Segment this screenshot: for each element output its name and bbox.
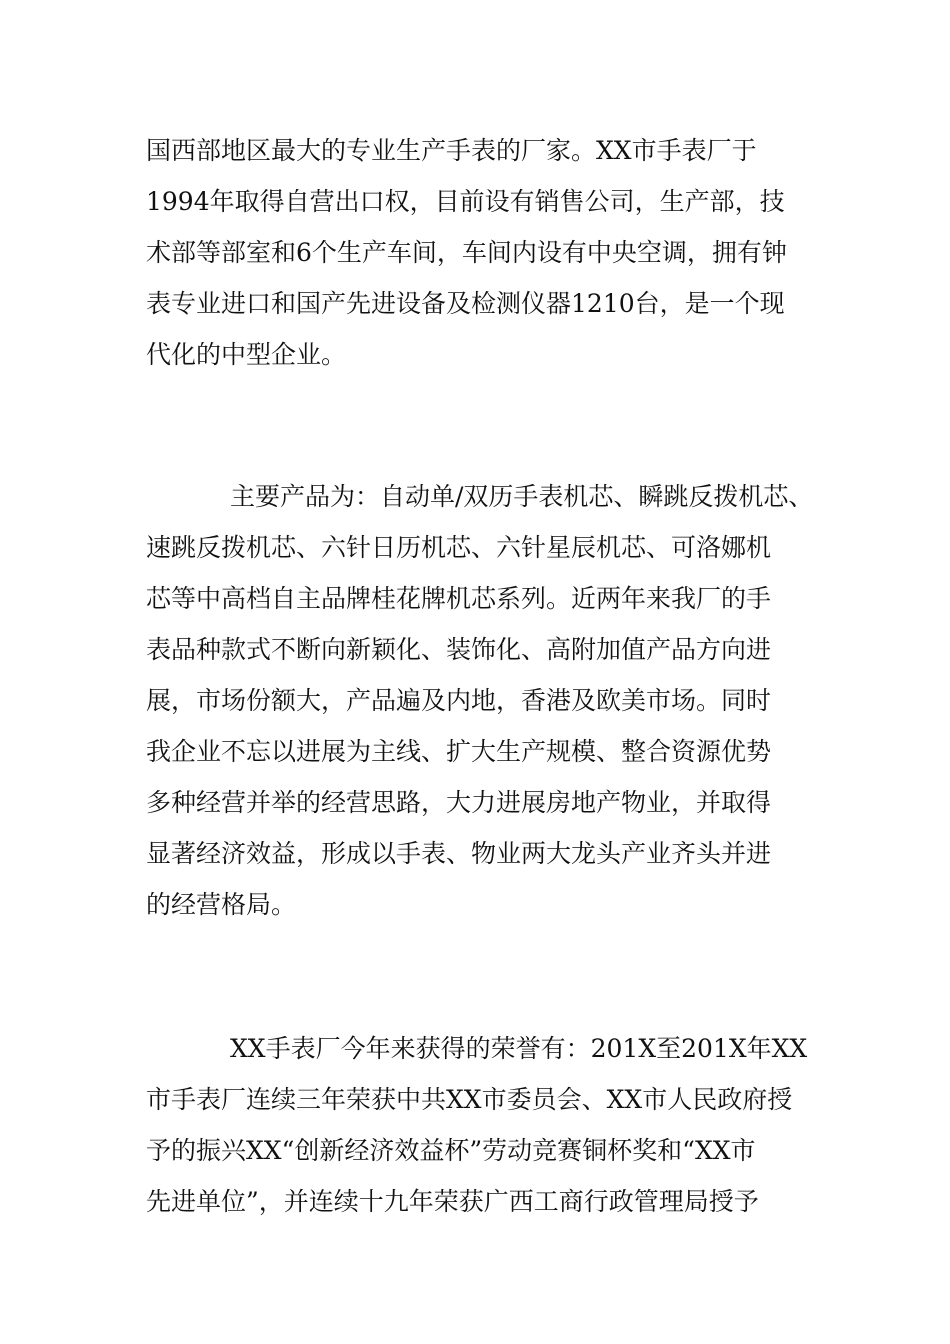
text-line: 表品种款式不断向新颖化、装饰化、高附加值产品方向进 (146, 635, 772, 664)
paragraph-company-intro (146, 125, 787, 380)
text-line: 展，市场份额大，产品遍及内地，香港及欧美市场。同时 (146, 686, 772, 715)
text-line: 先进单位”，并连续十九年荣获广西工商行政管理局授予 (146, 1187, 759, 1216)
text-line: 速跳反拨机芯、六针日历机芯、六针星辰机芯、可洛娜机 (146, 533, 772, 562)
paragraph-honors (146, 1023, 807, 1227)
text-line: 显著经济效益，形成以手表、物业两大龙头产业齐头并进 (146, 839, 772, 868)
text-line: 的经营格局。 (146, 890, 297, 919)
text-line: 术部等部室和6个生产车间，车间内设有中央空调，拥有钟 (146, 238, 787, 267)
text-line: 代化的中型企业。 (146, 340, 347, 369)
text-line: 表专业进口和国产先进设备及检测仪器1210台，是一个现 (146, 289, 785, 318)
text-line: 国西部地区最大的专业生产手表的厂家。XX市手表厂于 (146, 136, 757, 165)
text-line: 予的振兴XX“创新经济效益杯”劳动竞赛铜杯奖和“XX市 (146, 1136, 756, 1165)
text-line: 我企业不忘以进展为主线、扩大生产规模、整合资源优势 (146, 737, 772, 766)
text-line: 芯等中高档自主品牌桂花牌机芯系列。近两年来我厂的手 (146, 584, 772, 613)
text-line: XX手表厂今年来获得的荣誉有：201X至201X年XX (230, 1034, 808, 1063)
paragraph-main-products (146, 471, 813, 930)
text-line: 市手表厂连续三年荣获中共XX市委员会、XX市人民政府授 (146, 1085, 793, 1114)
text-line: 主要产品为：自动单/双历手表机芯、瞬跳反拨机芯、 (230, 482, 814, 511)
text-line: 1994年取得自营出口权，目前设有销售公司，生产部，技 (146, 187, 785, 216)
text-line: 多种经营并举的经营思路，大力进展房地产物业，并取得 (146, 788, 772, 817)
